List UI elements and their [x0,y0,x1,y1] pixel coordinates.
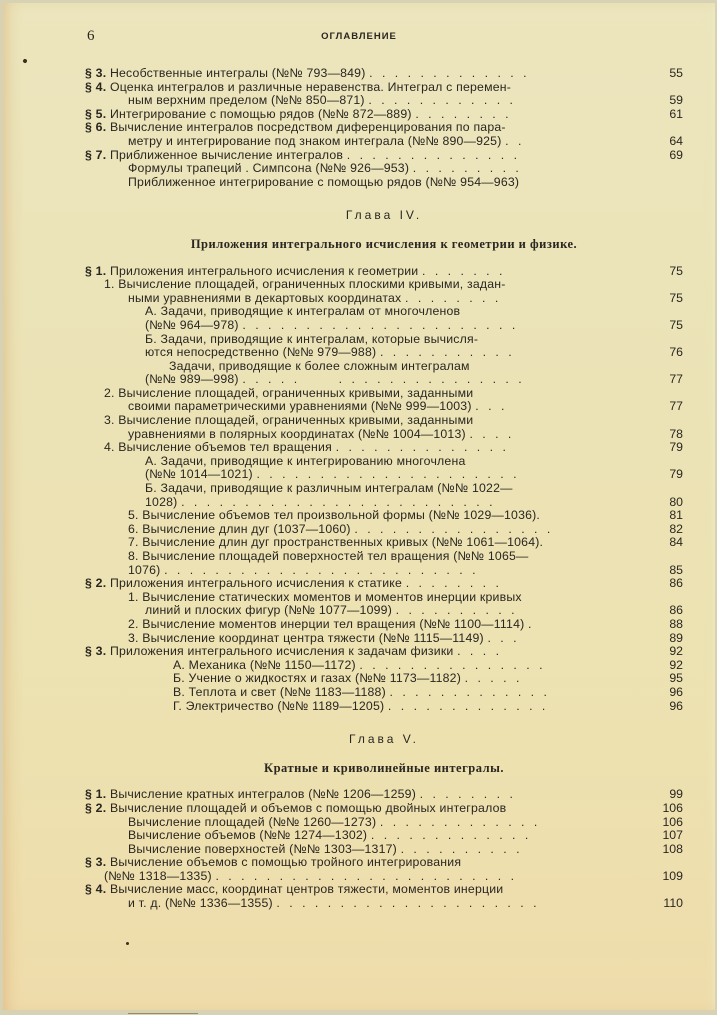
entry-marker: 1. [128,589,139,604]
leader-dots: . . [505,133,525,148]
toc-entry-continuation[interactable] [85,319,683,333]
leader-dots: . . . . . . . . . . [395,603,518,618]
toc-entry[interactable] [85,550,683,564]
toc-entry[interactable] [85,387,683,401]
leader-dots: . . . . . . . . . . . . . . . . . . . . [242,372,525,387]
entry-page: 79 [669,440,683,455]
chapter-4-entries [85,265,683,714]
entry-text: Вычисление длин дуг пространственных кривых (№№ 1061—1064). [142,535,544,550]
leader-dots: . . . [487,630,520,645]
leader-dots: . . . . . . . . . . . . . . . . . . . . . [276,896,540,911]
entry-page: 86 [669,576,683,591]
entry-text: Вычисление объемов (№№ 1274—1302) [128,828,368,843]
toc-subentry[interactable] [85,482,683,496]
entry-marker: 2. [128,616,139,631]
entry-text-cont: линий и плоских фигур (№№ 1077—1099) [145,603,392,618]
entry-text: Приложения интегрального исчисления к геометрии [109,263,419,278]
entry-marker: 7. [128,535,139,550]
toc-subentry[interactable] [85,700,683,714]
entry-marker: § 3. [85,855,107,870]
entry-page: 59 [669,93,683,108]
toc-section-continued [85,67,683,189]
entry-text-cont: (№№ 989—998) [145,372,239,387]
entry-text-cont: ными уравнениями в декартовых координатах [128,290,402,305]
entry-text: Приложения интегрального исчисления к статике [109,576,403,591]
toc-subentry[interactable] [85,360,683,374]
chapter-label: Глава V. [349,732,419,747]
leader-dots: . . . . . . . . . . . . . . . . [354,521,554,536]
entry-page: 99 [669,787,683,802]
entry-text-cont: 1076) [128,562,161,577]
entry-page: 95 [669,671,683,686]
entry-marker: § 4. [85,79,107,94]
leader-dots: . . . [475,399,508,414]
toc-subentry[interactable] [85,816,683,830]
entry-text: Вычисление координат центра тяжести (№№ 1115—1149) [142,630,484,645]
toc-entry-continuation[interactable] [85,428,683,442]
chapter-title: Приложения интегрального исчисления к геометрии и физике. [190,236,578,251]
toc-subentry[interactable] [85,305,683,319]
chapter-title: Кратные и криволинейные интегралы. [264,760,504,775]
entry-marker: 5. [128,508,139,523]
entry-text: Вычисление статических моментов и моментов инерции кривых [142,589,522,604]
entry-page: 85 [669,562,683,577]
entry-page: 75 [669,263,683,278]
entry-page: 81 [669,508,683,523]
entry-page: 86 [669,603,683,618]
toc-entry-continuation[interactable] [85,897,683,911]
table-of-contents [85,67,683,911]
entry-text: Вычисление объемов тел произвольной формы (№№ 1029—1036). [142,508,541,523]
toc-entry[interactable] [85,788,683,802]
entry-page: 92 [669,644,683,659]
running-head-title: ОГЛАВЛЕНИЕ [321,31,397,42]
toc-entry[interactable] [85,802,683,816]
toc-entry-continuation[interactable] [85,400,683,414]
entry-marker: Б. [145,481,157,496]
entry-marker: 3. [128,630,139,645]
leader-dots: . . . . [457,644,503,659]
toc-entry[interactable] [85,883,683,897]
toc-subentry[interactable] [85,176,683,190]
entry-page: 61 [669,106,683,121]
entry-page: 107 [662,828,683,843]
entry-page: 79 [669,467,683,482]
leader-dots: . . . . . . . . [405,576,502,591]
toc-entry[interactable] [85,577,683,591]
toc-entry[interactable] [85,632,683,646]
entry-text: Вычисление объемов тел вращения [118,440,332,455]
entry-text-cont: своими параметрическими уравнениями (№№ 999—1003) [128,399,472,414]
entry-text-cont: 1028) [145,494,178,509]
entry-marker: § 2. [85,800,107,815]
entry-marker: 1. [104,277,115,292]
leader-dots: . . . . . . . . . . . . . . . [359,657,546,672]
leader-dots: . . . . . . . . . . [400,841,523,856]
entry-text-cont: ются непосредственно (№№ 979—988) [145,345,377,360]
leader-dots: . . . . . . . . . . . . . . . . . . . . . . . . [215,868,518,883]
entry-text: Вычисление площадей поверхностей тел вращения (№№ 1065— [142,549,529,563]
book-page [3,3,715,1010]
entry-marker: В. [173,684,186,699]
leader-dots: . . . . . . . . . . . . . [370,828,532,843]
entry-text: Вычисление масс, координат центров тяжести, моментов инерции [109,882,504,897]
toc-entry[interactable] [85,523,683,537]
leader-dots: . . . . . . . . . . . . . . [346,147,520,162]
toc-entry[interactable] [85,121,683,135]
entry-text: Вычисление поверхностей (№№ 1303—1317) [128,841,397,856]
toc-entry-continuation[interactable] [85,870,683,884]
entry-marker: Б. [145,331,157,346]
entry-text: Вычисление площадей (№№ 1260—1273) [128,814,377,829]
toc-subentry[interactable] [85,659,683,673]
entry-text: Вычисление площадей, ограниченных плоскими кривыми, задан- [118,277,506,292]
entry-marker: Б. [173,671,185,686]
entry-page: 77 [669,372,683,387]
entry-marker: 4. [104,440,115,455]
toc-entry[interactable] [85,81,683,95]
entry-page: 76 [669,345,683,360]
entry-text-cont: (№№ 1318—1335) [104,868,212,883]
entry-text: Вычисление площадей, ограниченных кривыми, заданными [118,385,474,400]
leader-dots: . . . . . . . . [415,106,512,121]
entry-text: Теплота и свет (№№ 1183—1188) [188,684,386,699]
entry-page: 89 [669,630,683,645]
entry-marker: 8. [128,549,139,563]
entry-text: Интегрирование с помощью рядов (№№ 872—889) [109,106,412,121]
entry-marker: § 2. [85,576,107,591]
toc-entry-continuation[interactable] [85,604,683,618]
entry-text-cont: (№№ 964—978) [145,317,239,332]
toc-subentry[interactable] [85,672,683,686]
leader-dots: . . . . [469,426,515,441]
entry-text: Задачи, приводящие к интегрированию многочлена [160,453,466,468]
entry-text: Вычисление интегралов посредством диференцирования по пара- [109,120,506,135]
toc-entry[interactable] [85,856,683,870]
toc-entry[interactable] [85,108,683,122]
entry-marker: 3. [104,413,115,428]
toc-entry-continuation[interactable] [85,373,683,387]
entry-marker: § 3. [85,66,107,80]
toc-entry[interactable] [85,67,683,81]
chapter-label: Глава IV. [345,208,423,223]
entry-text: Задачи, приводящие к интегралам от многочленов [160,304,461,319]
entry-text: Механика (№№ 1150—1172) [188,657,356,672]
scan-edge-line [128,1013,198,1014]
toc-subentry[interactable] [85,829,683,843]
entry-text-cont: и т. д. (№№ 1336—1355) [128,896,273,911]
toc-entry[interactable] [85,645,683,659]
toc-subentry[interactable] [85,333,683,347]
toc-entry[interactable] [85,149,683,163]
toc-entry-continuation[interactable] [85,564,683,578]
entry-text: Вычисление моментов инерции тел вращения (№№ 1100—1114) [142,616,525,631]
entry-text: Задачи, приводящие к более сложным интегралам [169,358,470,373]
leader-dots: . . . . . . . . . . . . . [379,814,541,829]
leader-dots: . . . . . . . . . . . . . . . . . . . . . . . . . [181,494,496,509]
toc-entry-continuation[interactable] [85,346,683,360]
leader-dots: . . . . . . . . . . . . . [369,66,530,80]
leader-dots: . . . . . . . . [405,290,502,305]
entry-marker: § 7. [85,147,107,162]
entry-marker: § 3. [85,644,107,659]
entry-text-cont: уравнениями в полярных координатах (№№ 1004—1013) [128,426,466,441]
entry-text: Формулы трапеций . Симпсона (№№ 926—953) [128,161,410,176]
entry-text: Оценка интегралов и различные неравенства. Интеграл с перемен- [109,79,512,94]
entry-page: 80 [669,494,683,509]
entry-page: 75 [669,290,683,305]
entry-marker: А. [173,657,186,672]
page-number: 6 [87,28,95,44]
entry-marker: Г. [173,698,182,713]
entry-text: Задачи, приводящие к различным интегралам (№№ 1022— [160,481,513,496]
running-head [3,28,715,48]
toc-entry-continuation[interactable] [85,468,683,482]
chapter-5-entries [85,788,683,910]
leader-dots: . . . . . . . . . [412,161,522,176]
entry-text: Вычисление площадей и объемов с помощью двойных интегралов [109,800,507,815]
entry-page: 106 [662,800,683,815]
entry-text-cont: ным верхним пределом (№№ 850—871) [128,93,365,108]
toc-entry-continuation[interactable] [85,496,683,510]
entry-page: 75 [669,317,683,332]
leader-dots: . . . . . . . [422,263,506,278]
leader-dots: . . . . . . . . . . . . . . . . . . . . . [256,467,520,482]
entry-page: 109 [662,868,683,883]
leader-dots: . . . . . . . . . . . [379,345,515,360]
toc-entry[interactable] [85,414,683,428]
entry-page: 84 [669,535,683,550]
entry-page: 96 [669,684,683,699]
entry-page: 82 [669,521,683,536]
leader-dots: . . . . . . . . . . . . . . . . . . . . . . [242,317,519,332]
toc-entry[interactable] [85,441,683,455]
leader-dots: . . . . . . . . . . . . . [389,684,550,699]
entry-page: 64 [669,133,683,148]
entry-page: 69 [669,147,683,162]
leader-dots: . . . . . . . . [419,787,516,802]
entry-page: 96 [669,698,683,713]
entry-page: 110 [663,896,683,911]
toc-entry-continuation[interactable] [85,292,683,306]
toc-subentry[interactable] [85,843,683,857]
entry-text: Вычисление объемов с помощью тройного интегрирования [109,855,462,870]
entry-page: 106 [662,814,683,829]
toc-entry[interactable] [85,509,683,523]
entry-page: 88 [669,616,683,631]
toc-entry-continuation[interactable] [85,94,683,108]
toc-entry-continuation[interactable] [85,135,683,149]
entry-text: Приложения интегрального исчисления к задачам физики [109,644,454,659]
entry-marker: § 1. [85,263,107,278]
entry-marker: 6. [128,521,139,536]
leader-dots: . . . . . [464,671,523,686]
entry-text: Вычисление кратных интегралов (№№ 1206—1259) [109,787,417,802]
entry-marker: § 5. [85,106,107,121]
entry-text-cont: (№№ 1014—1021) [145,467,253,482]
entry-marker: А. [145,453,158,468]
toc-entry[interactable] [85,278,683,292]
entry-marker: § 6. [85,120,107,135]
entry-page: 78 [669,426,683,441]
entry-text: Учение о жидкостях и газах (№№ 1173—1182) [188,671,461,686]
toc-subentry[interactable] [85,455,683,469]
toc-entry[interactable] [85,265,683,279]
entry-text: Вычисление длин дуг (1037—1060) [142,521,351,536]
entry-marker: § 4. [85,882,107,897]
toc-subentry[interactable] [85,686,683,700]
leader-dots: . . . . . . . . . . . . . [387,698,549,713]
leader-dots: . [528,616,535,631]
leader-dots: . . . . . . . . . . . . . . [335,440,509,455]
entry-page: 108 [662,841,683,856]
toc-entry[interactable] [85,591,683,605]
entry-text: Электричество (№№ 1189—1205) [185,698,385,713]
leader-dots: . . . . . . . . . . . . . . . . . . . . . . . . . [164,562,479,577]
entry-marker: А. [145,304,158,319]
toc-entry[interactable] [85,536,683,550]
entry-page: 77 [669,399,683,414]
entry-text: Задачи, приводящие к интегралам, которые вычисля- [160,331,479,346]
entry-text-cont: метру и интегрирование под знаком интеграла (№№ 890—925) [128,133,502,148]
entry-marker: § 1. [85,787,107,802]
entry-marker: 2. [104,385,115,400]
leader-dots: . . . . . . . . . . . . [368,93,516,108]
ink-spot [126,942,129,945]
ink-spot [22,58,27,63]
entry-page: 55 [669,66,683,80]
entry-text: Несобственные интегралы (№№ 793—849) [109,66,366,80]
toc-subentry[interactable] [85,162,683,176]
entry-page: 92 [669,657,683,672]
entry-text: Вычисление площадей, ограниченных кривыми, заданными [118,413,474,428]
toc-entry[interactable] [85,618,683,632]
entry-text: Приближенное интегрирование с помощью рядов (№№ 954—963) [128,174,520,189]
entry-text: Приближенное вычисление интегралов [109,147,344,162]
